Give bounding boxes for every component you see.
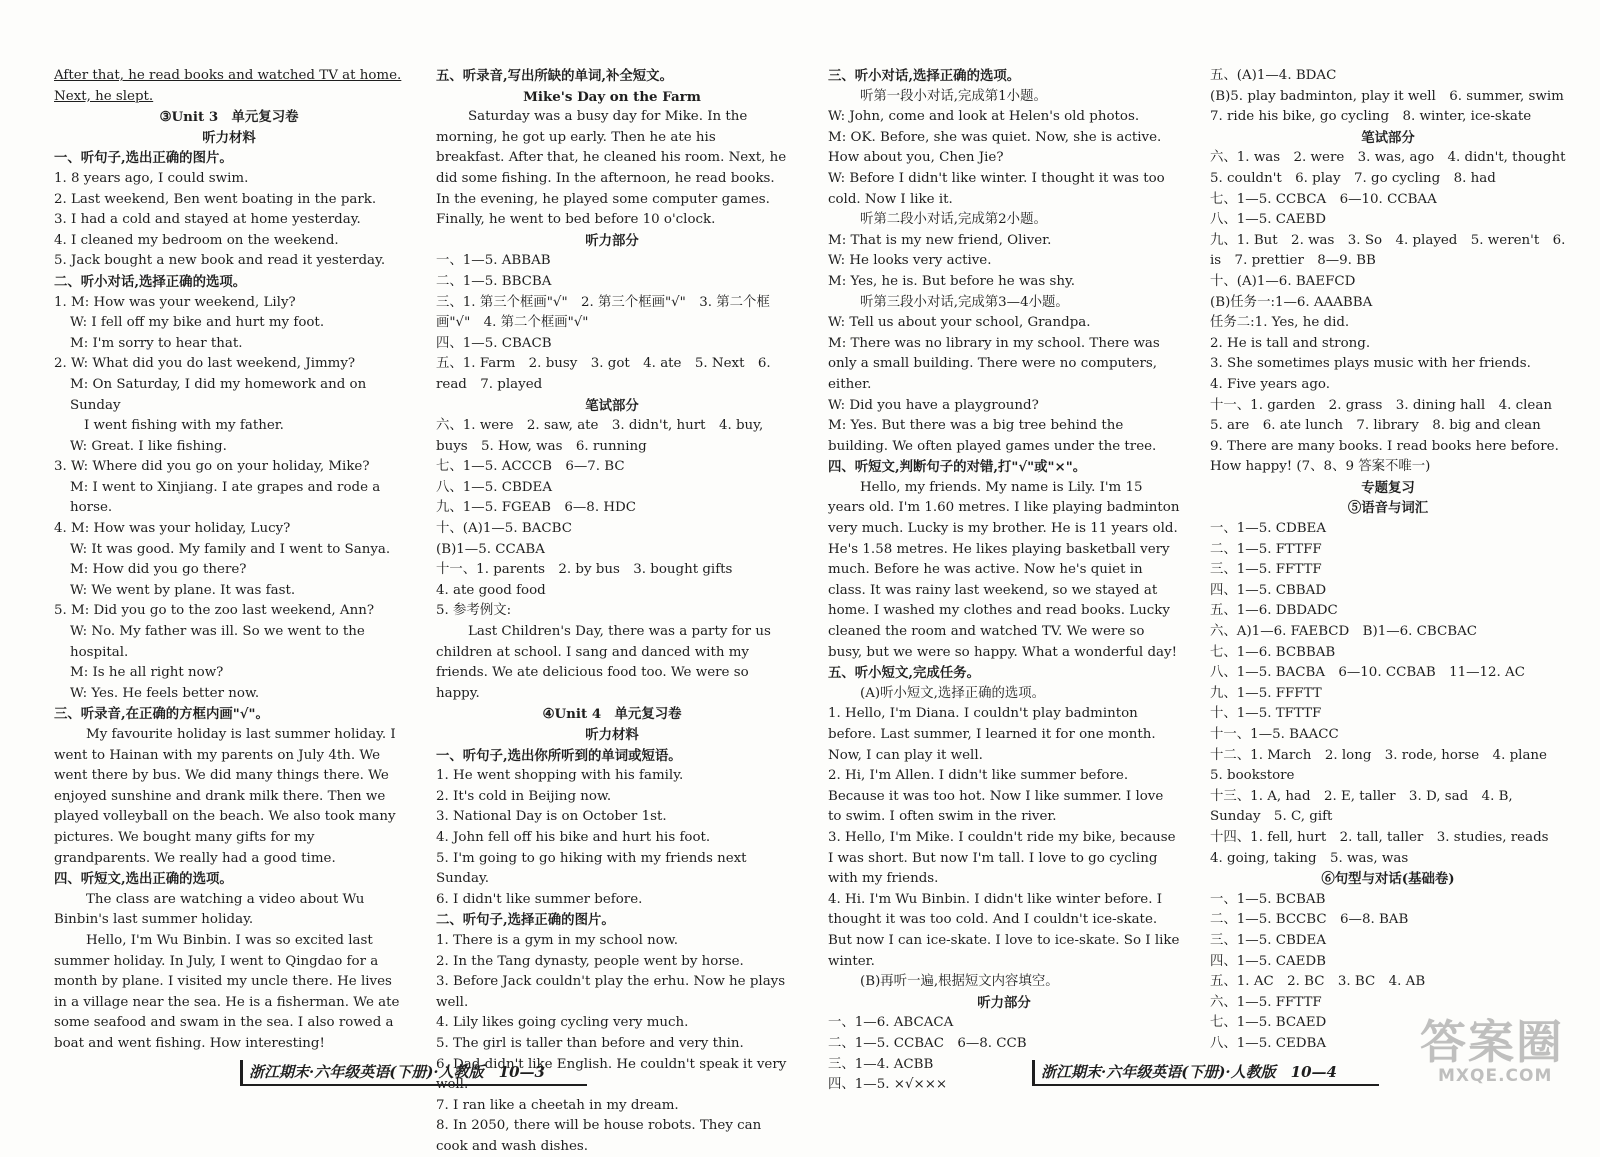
- text-line: 五、1—6. DBDADC: [1210, 603, 1338, 619]
- paragraph: 听第三段小对话,完成第3—4小题。: [860, 294, 1069, 310]
- text-line: 六、1—5. FFTTF: [1210, 994, 1322, 1010]
- question-heading: 五、听小短文,完成任务。: [828, 665, 980, 682]
- text-line: 十、(A)1—5. BACBC: [436, 521, 572, 537]
- text-line: 5. The girl is taller than before and very thin.: [436, 1035, 744, 1051]
- paragraph: Saturday was a busy day for Mike. In the morning, he got up early. Then he ate his breakfast. After that, he cleaned his room. Next, he did some fishing. In the afternoon, he read books. In the evening, he played some computer games. Finally, he went to bed before 10 o'clock.: [436, 109, 787, 228]
- text-line: 1. He went shopping with his family.: [436, 768, 684, 784]
- text-line: 5. M: Did you go to the zoo last weekend, Ann?: [54, 603, 375, 619]
- text-line: W: John, come and look at Helen's old photos.: [828, 109, 1140, 125]
- section-heading: ④Unit 4 单元复习卷: [542, 706, 682, 723]
- left-page-column-1: [54, 66, 404, 1051]
- text-line: 2. Hi, I'm Allen. I didn't like summer before. Because it was too hot. Now I like summer. I love to swim. I often swim in the river.: [828, 768, 1164, 825]
- text-line: 1. M: How was your weekend, Lily?: [54, 294, 296, 310]
- question-heading: 四、听短文,判断句子的对错,打"√"或"×"。: [828, 459, 1087, 476]
- text-line: 十、(A)1—6. BAEFCD: [1210, 273, 1356, 289]
- text-line: W: Before I didn't like winter. I thought it was too cold. Now I like it.: [828, 170, 1165, 207]
- text-line: 6. I didn't like summer before.: [436, 891, 643, 907]
- text-line: 四、1—5. CBACB: [436, 335, 552, 351]
- text-line: M: Yes, he is. But before he was shy.: [828, 273, 1076, 289]
- watermark-logo: [1420, 1016, 1580, 1096]
- question-heading: 二、听小对话,选择正确的选项。: [54, 273, 247, 290]
- text-line: 二、1—5. FTTFF: [1210, 541, 1322, 557]
- section-heading: Mike's Day on the Farm: [523, 88, 701, 105]
- text-line: (B)任务一:1—6. AAABBA: [1210, 294, 1373, 310]
- paragraph: (B)再听一遍,根据短文内容填空。: [860, 974, 1059, 990]
- left-page-column-2: [436, 66, 788, 1154]
- text-line: 七、1—5. ACCCB 6—7. BC: [436, 459, 625, 475]
- text-line: M: There was no library in my school. There was only a small building. There were no computers, either.: [828, 335, 1160, 392]
- section-heading: 专题复习: [1361, 479, 1415, 496]
- text-line: 1. There is a gym in my school now.: [436, 932, 678, 948]
- text-line: 五、1. AC 2. BC 3. BC 4. AB: [1210, 974, 1426, 990]
- section-heading: 听力部分: [977, 994, 1031, 1011]
- text-line: 五、1. Farm 2. busy 3. got 4. ate 5. Next 6. read 7. played: [436, 356, 771, 392]
- text-line: 5. I'm going to go hiking with my friends next Sunday.: [436, 850, 747, 887]
- text-line: 八、1—5. CEDBA: [1210, 1035, 1326, 1051]
- text-line: 1. 8 years ago, I could swim.: [54, 170, 249, 186]
- section-heading: 听力部分: [585, 232, 639, 249]
- text-line: M: How did you go there?: [70, 562, 247, 578]
- section-heading: 笔试部分: [1361, 129, 1415, 146]
- text-line: M: Is he all right now?: [70, 665, 224, 681]
- text-line: 2. It's cold in Beijing now.: [436, 788, 612, 804]
- text-line: 六、A)1—6. FAEBCD B)1—6. CBCBAC: [1210, 624, 1477, 640]
- text-line: 十一、1. parents 2. by bus 3. bought gifts: [436, 562, 733, 578]
- question-heading: 一、听句子,选出你所听到的单词或短语。: [436, 747, 682, 764]
- page-footer-left: 浙江期末·六年级英语(下册)·人教版 10—3: [240, 1060, 587, 1086]
- question-heading: 五、听录音,写出所缺的单词,补全短文。: [436, 68, 673, 84]
- question-heading: 三、听小对话,选择正确的选项。: [828, 68, 1021, 84]
- paragraph: The class are watching a video about Wu Binbin's last summer holiday.: [54, 891, 365, 928]
- text-line: 7. I ran like a cheetah in my dream.: [436, 1097, 679, 1113]
- text-line: W: We went by plane. It was fast.: [70, 582, 296, 598]
- section-heading: 听力材料: [585, 727, 639, 743]
- question-heading: 二、听句子,选择正确的图片。: [436, 912, 615, 929]
- text-line: 4. ate good food: [436, 582, 546, 598]
- text-line: W: Tell us about your school, Grandpa.: [828, 315, 1091, 331]
- text-line: 三、1—4. ACBB: [828, 1056, 934, 1072]
- right-page-column-2: [1210, 66, 1579, 1051]
- text-line: 十一、1. garden 2. grass 3. dining hall 4. clean 5. are 6. ate lunch 7. library 8. big and clean: [1210, 397, 1566, 434]
- text-line: 二、1—5. BCCBC 6—8. BAB: [1210, 912, 1409, 928]
- text-line: M: Yes. But there was a big tree behind the building. We often played games under the tree.: [828, 418, 1157, 454]
- text-line: 4. I cleaned my bedroom on the weekend.: [54, 232, 339, 248]
- question-heading: 三、听录音,在正确的方框内画"√"。: [54, 706, 269, 723]
- text-line: 十二、1. March 2. long 3. rode, horse 4. plane 5. bookstore: [1210, 747, 1561, 784]
- paragraph: (A)听小短文,选择正确的选项。: [860, 685, 1046, 701]
- paragraph: After that, he read books and watched TV at home.: [54, 68, 402, 83]
- text-line: 十一、1—5. BAACC: [1210, 727, 1339, 742]
- text-line: 四、1—5. CAEDB: [1210, 953, 1326, 969]
- text-line: (B)1—5. CCABA: [436, 541, 545, 557]
- text-line: Next, he slept.: [54, 88, 154, 104]
- text-line: M: I went to Xinjiang. I ate grapes and rode a horse.: [70, 479, 381, 516]
- text-line: 七、1—5. BCAED: [1210, 1015, 1327, 1031]
- watermark-text: 答案圈: [1420, 1015, 1564, 1069]
- text-line: 八、1—5. CAEBD: [1210, 212, 1326, 228]
- text-line: 3. W: Where did you go on your holiday, Mike?: [54, 459, 370, 475]
- text-line: 十三、1. A, had 2. E, taller 3. D, sad 4. B, Sunday 5. C, gift: [1210, 788, 1513, 825]
- paragraph: Hello, I'm Wu Binbin. I was so excited last summer holiday. In July, I went to Qingdao for a month by plane. I visited my uncle there. He lives in a village near the sea. He is a fisherman. We ate some seafood and swam in the sea. I also rowed a boat and went fishing. How interesting!: [54, 932, 400, 1051]
- text-line: M: I'm sorry to hear that.: [70, 335, 243, 351]
- text-line: 4. Five years ago.: [1210, 376, 1330, 392]
- question-heading: 一、听句子,选出正确的图片。: [54, 150, 233, 167]
- section-heading: ⑥句型与对话(基础卷): [1321, 871, 1455, 888]
- text-line: W: I fell off my bike and hurt my foot.: [70, 315, 325, 331]
- text-line: 七、1—5. CCBCA 6—10. CCBAA: [1210, 191, 1437, 207]
- text-line: 2. He is tall and strong.: [1210, 335, 1371, 351]
- text-line: 八、1—5. CBDEA: [436, 479, 552, 495]
- text-line: 2. In the Tang dynasty, people went by horse.: [436, 953, 744, 969]
- text-line: 四、1—5. CBBAD: [1210, 582, 1327, 598]
- text-line: 十四、1. fell, hurt 2. tall, taller 3. studies, reads 4. going, taking 5. was, was: [1210, 829, 1562, 866]
- text-line: 5. Jack bought a new book and read it yesterday.: [54, 253, 386, 269]
- text-line: 一、1—6. ABCACA: [828, 1015, 954, 1031]
- text-line: 3. Hello, I'm Mike. I couldn't ride my bike, because I was short. But now I'm tall. I love to go cycling with my friends.: [828, 829, 1176, 887]
- text-line: 九、1. But 2. was 3. So 4. played 5. weren't 6. is 7. prettier 8—9. BB: [1210, 232, 1566, 269]
- text-line: M: That is my new friend, Oliver.: [828, 232, 1052, 248]
- section-heading: 笔试部分: [585, 397, 639, 414]
- text-line: 一、1—5. CDBEA: [1210, 521, 1326, 537]
- text-line: 3. Before Jack couldn't play the erhu. Now he plays well.: [436, 974, 786, 1010]
- text-line: 六、1. was 2. were 3. was, ago 4. didn't, thought 5. couldn't 6. play 7. go cycling 8. had: [1210, 150, 1579, 186]
- watermark-url: MXQE.COM: [1438, 1066, 1553, 1086]
- page-footer-right: 浙江期末·六年级英语(下册)·人教版 10—4: [1032, 1060, 1379, 1086]
- section-heading: ③Unit 3 单元复习卷: [159, 109, 299, 126]
- text-line: 三、1—5. FFTTF: [1210, 562, 1322, 578]
- text-line: 九、1—5. FGEAB 6—8. HDC: [436, 500, 636, 516]
- text-line: 5. 参考例文:: [436, 603, 512, 619]
- text-line: 4. John fell off his bike and hurt his foot.: [436, 829, 711, 845]
- text-line: 3. National Day is on October 1st.: [436, 809, 667, 825]
- text-line: W: He looks very active.: [828, 253, 992, 269]
- text-line: W: It was good. My family and I went to Sanya.: [70, 541, 391, 557]
- text-line: 2. Last weekend, Ben went boating in the park.: [54, 191, 377, 207]
- right-page-column-1: [828, 66, 1180, 1093]
- text-line: 8. In 2050, there will be house robots. They can cook and wash dishes.: [436, 1118, 762, 1154]
- text-line: M: On Saturday, I did my homework and on Sunday: [70, 376, 367, 413]
- text-line: 任务二:1. Yes, he did.: [1210, 315, 1350, 331]
- text-line: W: No. My father was ill. So we went to the hospital.: [70, 624, 365, 660]
- text-line: 三、1—5. CBDEA: [1210, 932, 1326, 948]
- text-line: 4. M: How was your holiday, Lucy?: [54, 521, 291, 537]
- paragraph: 听第一段小对话,完成第1小题。: [860, 88, 1047, 104]
- paragraph: My favourite holiday is last summer holiday. I went to Hainan with my parents on July 4th. We went there by bus. We did many things there. We enjoyed sunshine and drank milk there. Then we played volleyball on the beach. We also took many pictures. We bought many gifts for my grandparents. We really had a good time.: [54, 727, 396, 866]
- text-line: M: OK. Before, she was quiet. Now, she is active. How about you, Chen Jie?: [828, 129, 1162, 166]
- section-heading: ⑤语音与词汇: [1347, 500, 1429, 517]
- text-line: 6. Dad didn't like English. He couldn't speak it very well.: [436, 1056, 787, 1093]
- text-line: I went fishing with my father.: [84, 418, 284, 434]
- text-line: 七、1—6. BCBBAB: [1210, 644, 1336, 660]
- text-line: 八、1—5. BACBA 6—10. CCBAB 11—12. AC: [1210, 665, 1525, 681]
- text-line: 3. She sometimes plays music with her friends.: [1210, 356, 1531, 372]
- text-line: 五、(A)1—4. BDAC: [1210, 68, 1337, 83]
- text-line: 4. Lily likes going cycling very much.: [436, 1015, 689, 1031]
- text-line: 1. Hello, I'm Diana. I couldn't play badminton before. Last summer, I learned it for one month. Now, I can play it well.: [828, 706, 1156, 763]
- text-line: 二、1—5. BBCBA: [436, 273, 552, 289]
- text-line: 2. W: What did you do last weekend, Jimmy?: [54, 356, 356, 372]
- text-line: 一、1—5. ABBAB: [436, 253, 551, 269]
- text-line: W: Did you have a playground?: [828, 397, 1039, 413]
- text-line: 二、1—5. CCBAC 6—8. CCB: [828, 1035, 1027, 1051]
- text-line: (B)5. play badminton, play it well 6. summer, swim 7. ride his bike, go cycling 8. winter, ice-skate: [1210, 88, 1578, 125]
- text-line: 9. There are many books. I read books here before. How happy! (7、8、9 答案不唯一): [1210, 438, 1559, 475]
- text-line: W: Yes. He feels better now.: [70, 685, 260, 701]
- text-line: 六、1. were 2. saw, ate 3. didn't, hurt 4. buy, buys 5. How, was 6. running: [436, 418, 764, 454]
- paragraph: Last Children's Day, there was a party for us children at school. I sang and danced with my friends. We ate delicious food too. We were so happy.: [436, 624, 771, 701]
- text-line: 三、1. 第三个框画"√" 2. 第三个框画"√" 3. 第二个框画"√" 4. 第二个框画"√": [436, 294, 770, 331]
- paragraph: 听第二段小对话,完成第2小题。: [860, 212, 1047, 228]
- text-line: 九、1—5. FFFTT: [1210, 685, 1322, 701]
- question-heading: 四、听短文,选出正确的选项。: [54, 871, 233, 888]
- text-line: 四、1—5. ×√×××: [828, 1077, 948, 1093]
- text-line: 一、1—5. BCBAB: [1210, 891, 1326, 907]
- text-line: 4. Hi. I'm Wu Binbin. I didn't like winter before. I thought it was too cold. And I couldn't ice-skate. But now I can ice-skate. I love to ice-skate. So I like winter.: [828, 891, 1180, 969]
- text-line: W: Great. I like fishing.: [70, 438, 227, 454]
- text-line: 3. I had a cold and stayed at home yesterday.: [54, 212, 361, 228]
- section-heading: 听力材料: [202, 129, 256, 146]
- text-line: 十、1—5. TFTTF: [1210, 706, 1322, 722]
- paragraph: Hello, my friends. My name is Lily. I'm 15 years old. I'm 1.60 metres. I like playing badminton very much. Lucky is my brother. He is 11 years old. He's 1.58 metres. He likes playing basketball very much. Before he was active. Now he's quiet in class. It was rainy last weekend, so we stayed at home. I washed my clothes and read books. Lucky cleaned the room and watched TV. We were so busy, but we were so happy. What a wonderful day!: [828, 479, 1180, 660]
